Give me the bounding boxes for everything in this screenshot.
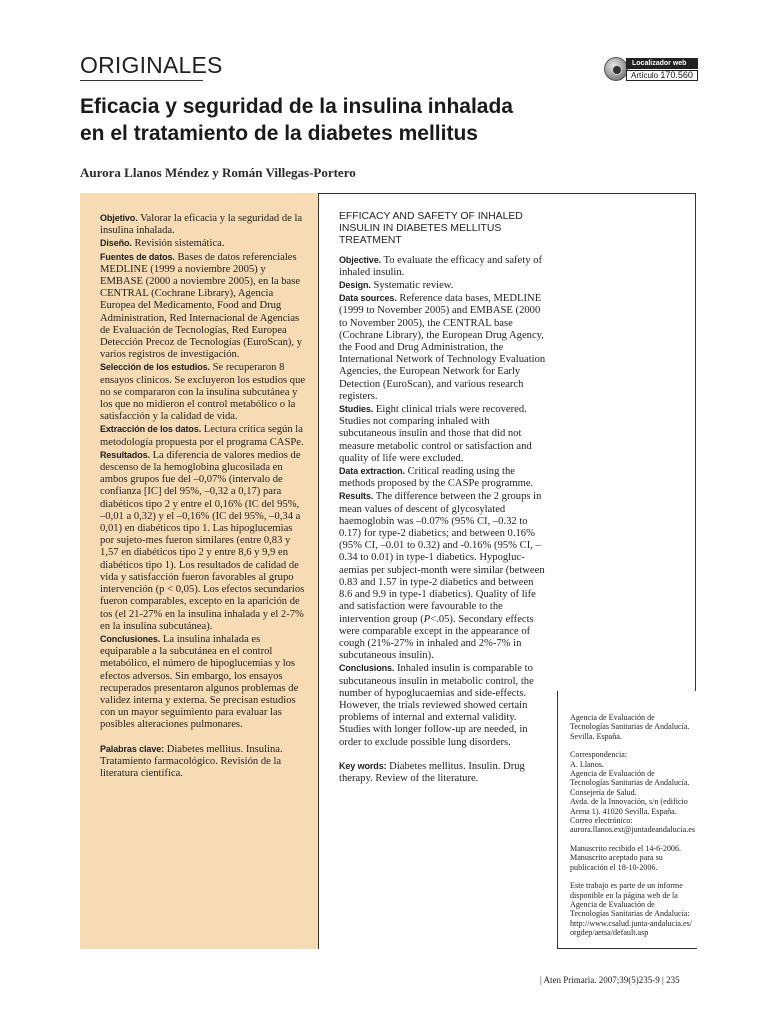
locator-label: Localizador web — [626, 58, 698, 69]
abstract-spanish — [80, 193, 318, 949]
title-line-1: Eficacia y seguridad de la insulina inhalada — [80, 95, 513, 118]
article-title — [80, 93, 600, 147]
disc-icon — [604, 57, 628, 81]
abstract-es-objetivo: Objetivo. Valorar la eficacia y la seguridad de la insulina inhalada. — [100, 213, 303, 237]
report-note-text: Este trabajo es parte de un informe disponible en la página web de la Agencia de Evaluación de Tecnologías Sanitarias de Andalucía: — [570, 881, 690, 919]
right-column-divider — [695, 193, 696, 691]
abstract-en-results: Results. The difference between the 2 groups in mean values of descent of glycosylated haemoglobin was –0.07% (95% CI, –0.32 to 0.17) for type-2 diabetics; and between 0.16% (95% CI, –0.01 to 0.32) and -0.16% (95% CI, –0.34 to 0.01) in type-1 diabetics. Hypoglucaemias per subject-month were similar (between 0.83 and 1.57 in type-2 diabetics and between 8.6 and 9.9 in type-1 diabetics). Quality of life and satisfaction were favourable to the intervention group (P<.05). Secondary effects were comparable except in the appearance of cough (21%-27% in inhaled and 2%-7% in subcutaneous insulin). — [339, 491, 545, 662]
report-note — [570, 881, 694, 937]
abstract-en-title — [339, 211, 547, 248]
section-label: ORIGINALES — [80, 52, 223, 78]
correspondence-line: Correspondencia: — [570, 750, 628, 760]
report-url-link[interactable]: http://www.csalud.junta-andalucia.es/orgdep/aetsa/default.asp — [570, 918, 692, 938]
abstract-es-resultados: Resultados. La diferencia de valores medios de descenso de la hemoglobina glucosilada en ambos grupos fue del –0,07% (intervalo de confianza [IC] del 95%, –0,32 a 0,17) para diabéticos tipo 2 y entre el 0,16% (IC del 95%, –0,01 a 0,32) y el –0,16% (IC del 95%, –0,34 a 0,01) en diabéticos tipo 1. Las hipoglucemias por sujeto-mes fueron similares (entre 0,83 y 1,57 en diabéticos tipo 2 y entre 8,6 y 9,9 en diabéticos tipo 1). Los resultados de calidad de vida y satisfacción fueron favorables al grupo intervención (p < 0,05). Los efectos secundarios fueron comparables, excepto en la aparición de tos (el 21-27% en la insulina inhalada y el 2-7% en la insulina subcutánea). — [100, 449, 305, 632]
abstract-english — [339, 211, 547, 785]
footer-citation: | Aten Primaria. 2007;39(5)235-9 | 235 — [540, 975, 680, 985]
locator-article — [626, 70, 698, 81]
abstract-en-sources: Data sources. Reference data bases, MEDLINE (1999 to November 2005) and EMBASE (2000 to November 2005), the CENTRAL base (Cochrane Library), the European Drug Agency, the Food and Drug Administration, the International Network of Technology Evaluation Agencies, the European Network for Early Detection (EuroScan), and various research registers. — [339, 293, 546, 402]
abstract-en-objective: Objective. To evaluate the efficacy and safety of inhaled insulin. — [339, 254, 542, 278]
affiliation-box — [570, 713, 694, 938]
received-date: Manuscrito recibido el 14-6-2006. — [570, 843, 682, 853]
locator-article-label: Artículo — [631, 71, 659, 80]
abstract-en-conclusions: Conclusions. Inhaled insulin is comparable to subcutaneous insulin in metabolic control, the number of hypoglucaemias and side-effects. However, the trials reviewed showed certain problems of internal and external validity. Studies with longer follow-up are needed, in order to exclude possible lung disorders. — [339, 663, 534, 748]
abstract-en-title-line-3: TREATMENT — [339, 235, 402, 247]
locator-article-number: 170.560 — [660, 70, 693, 80]
correspondence-line: Agencia de Evaluación de Tecnologías Sanitarias de Andalucía. Consejería de Salud. — [570, 769, 690, 797]
section-underline — [80, 80, 203, 81]
abstract-es-seleccion: Selección de los estudios. Se recuperaron 8 ensayos clínicos. Se excluyeron los estudios que no se compararon con la insulina subcutánea y los que no midieron el control metabólico o la satisfacción y la calidad de vida. — [100, 362, 306, 423]
manuscript-dates — [570, 844, 694, 872]
abstract-en-design: Design. Systematic review. — [339, 280, 454, 292]
abstract-en-title-line-2: INSULIN IN DIABETES MELLITUS — [339, 223, 502, 235]
abstract-es-conclusiones: Conclusiones. La insulina inhalada es equiparable a la subcutánea en el control metabólico, el número de hipoglucemias y los efectos adversos. Sin embargo, los ensayos recuperados presentaron algunos problemas de validez interna y externa. Se precisan estudios con un mayor seguimiento para evaluar las posibles alteraciones pulmonares. — [100, 633, 299, 731]
correspondence-line: Avda. de la Innovación, s/n (edificio Arena 1). 41020 Sevilla. España. — [570, 797, 688, 816]
abstract-en-studies: Studies. Eight clinical trials were recovered. Studies not comparing inhaled with subcutaneous insulin and those that did not measure metabolic control or satisfaction and quality of life were excluded. — [339, 404, 532, 464]
correspondence-line: Correo electrónico: — [570, 816, 633, 826]
authors: Aurora Llanos Méndez y Román Villegas-Portero — [80, 165, 356, 180]
abstract-en-keywords: Key words: Diabetes mellitus. Insulin. Drug therapy. Review of the literature. — [339, 760, 525, 784]
abstract-en-title-line-1: EFFICACY AND SAFETY OF INHALED — [339, 211, 523, 222]
abstract-en-extraction: Data extraction. Critical reading using the methods proposed by the CASPe programme. — [339, 466, 534, 490]
abstract-es-fuentes: Fuentes de datos. Bases de datos referenciales MEDLINE (1999 a noviembre 2005) y EMBASE (2000 a noviembre 2005), en la base CENTRAL (Cochrane Library), Agencia Europea del Medicamento, Food and Drug Administration, Red Internacional de Agencias de Evaluación de Tecnologías, Red Europea Detección Precoz de Tecnologías (EuroScan), y varios registros de investigación. — [100, 251, 303, 361]
abstract-es-palabras-clave: Palabras clave: Diabetes mellitus. Insulina. Tratamiento farmacológico. Revisión de la literatura científica. — [100, 743, 283, 779]
abstract-es-extraccion: Extracción de los datos. Lectura crítica según la metodología propuesta por el programa CASPe. — [100, 424, 304, 448]
correspondence-line: A. Llanos. — [570, 759, 604, 769]
affiliation-box-bottom-border — [557, 948, 697, 949]
column-divider — [318, 193, 319, 949]
abstract-es-diseno: Diseño. Revisión sistemática. — [100, 238, 225, 250]
title-line-2: en el tratamiento de la diabetes mellitus — [80, 122, 478, 145]
agency-affiliation: Agencia de Evaluación de Tecnologías Sanitarias de Andalucía. Sevilla. España. — [570, 713, 690, 741]
affiliation-box-left-border — [557, 691, 558, 949]
accepted-date: Manuscrito aceptado para su publicación el 18-10-2006. — [570, 853, 663, 872]
correspondence — [570, 750, 694, 835]
web-locator-badge[interactable] — [604, 55, 698, 85]
correspondence-email[interactable]: aurora.llanos.ext@juntadeandalucia.es — [570, 825, 695, 835]
